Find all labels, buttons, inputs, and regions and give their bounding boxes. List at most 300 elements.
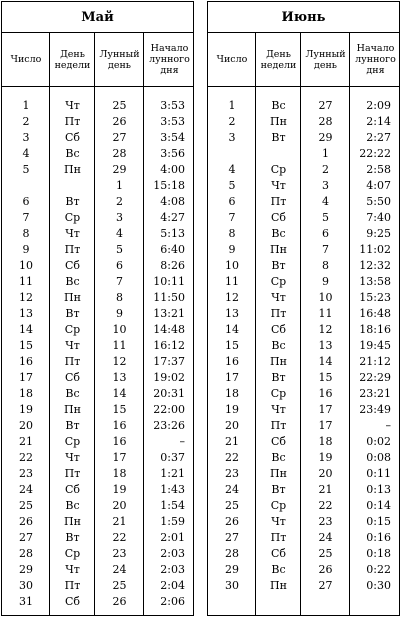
- cell-weekday: Чт: [271, 291, 286, 304]
- table-row: [208, 210, 399, 226]
- cell-start: 22:00: [153, 403, 185, 416]
- cell-weekday: Вс: [271, 227, 286, 240]
- cell-day: 26: [19, 515, 33, 528]
- cell-start: 2:04: [160, 579, 185, 592]
- cell-weekday: Сб: [64, 371, 81, 384]
- cell-day: 14: [225, 323, 239, 336]
- cell-weekday: Сб: [270, 323, 287, 336]
- cell-lunar-day: 29: [318, 131, 333, 144]
- table-row: [2, 418, 193, 434]
- header-weekday: День недели: [260, 48, 297, 71]
- cell-start: 22:22: [359, 147, 391, 160]
- cell-weekday: Чт: [271, 403, 286, 416]
- table-row: [208, 370, 399, 386]
- table-row: [208, 98, 399, 114]
- cell-lunar-day: 15: [112, 403, 127, 416]
- header-row: [208, 33, 399, 87]
- cell-day: 28: [225, 547, 239, 560]
- table-row: [2, 562, 193, 578]
- cell-start: 23:26: [153, 419, 185, 432]
- cell-day: 29: [19, 563, 33, 576]
- cell-start: 0:02: [366, 435, 391, 448]
- cell-lunar-day: 15: [318, 371, 333, 384]
- cell-weekday: Вс: [271, 339, 286, 352]
- table-row: [208, 562, 399, 578]
- cell-day: 16: [225, 355, 239, 368]
- cell-weekday: Пн: [270, 355, 287, 368]
- table-row: [208, 482, 399, 498]
- table-row: [208, 354, 399, 370]
- cell-weekday: Ср: [64, 211, 81, 224]
- cell-start: 0:37: [160, 451, 185, 464]
- cell-weekday: Пт: [270, 195, 287, 208]
- header-start: Начало лунного дня: [149, 43, 190, 76]
- cell-day: 9: [22, 243, 30, 256]
- cell-day: 4: [228, 163, 236, 176]
- cell-start: 0:18: [366, 547, 391, 560]
- cell-lunar-day: 14: [318, 355, 333, 368]
- cell-weekday: Сб: [64, 595, 81, 608]
- cell-start: 5:50: [366, 195, 391, 208]
- cell-weekday: [256, 146, 301, 162]
- cell-lunar-day: 27: [112, 131, 127, 144]
- cell-start: 13:21: [153, 307, 185, 320]
- header-day: Число: [10, 54, 42, 65]
- cell-start: 16:48: [359, 307, 391, 320]
- cell-weekday: Чт: [65, 563, 80, 576]
- cell-day: 8: [228, 227, 236, 240]
- cell-lunar-day: 9: [322, 275, 329, 288]
- table-row: [208, 514, 399, 530]
- cell-weekday: Вс: [65, 387, 80, 400]
- cell-weekday: Вс: [65, 499, 80, 512]
- table-row: [2, 210, 193, 226]
- table-row: [2, 466, 193, 482]
- table-row: [208, 274, 399, 290]
- table-row: [2, 226, 193, 242]
- table-row: [208, 258, 399, 274]
- cell-lunar-day: 16: [318, 387, 333, 400]
- cell-start: 3:54: [160, 131, 185, 144]
- table-row: [2, 274, 193, 290]
- cell-lunar-day: 2: [116, 195, 123, 208]
- table-row: [2, 402, 193, 418]
- cell-start: 14:48: [153, 323, 185, 336]
- cell-weekday: Ср: [270, 275, 287, 288]
- cell-start: 8:26: [160, 259, 185, 272]
- cell-start: 6:40: [160, 243, 185, 256]
- table-row: [208, 402, 399, 418]
- cell-start: 0:16: [366, 531, 391, 544]
- cell-day: 17: [225, 371, 239, 384]
- cell-day: 29: [225, 563, 239, 576]
- cell-weekday: Вт: [271, 131, 286, 144]
- cell-day: 10: [19, 259, 33, 272]
- cell-start: 0:22: [366, 563, 391, 576]
- cell-start: 22:29: [359, 371, 391, 384]
- cell-start: 1:21: [160, 467, 185, 480]
- cell-start: 1:54: [160, 499, 185, 512]
- cell-start: 0:15: [366, 515, 391, 528]
- june-table: [207, 1, 400, 616]
- cell-start: 2:06: [160, 595, 185, 608]
- table-row: [2, 530, 193, 546]
- table-row: [2, 354, 193, 370]
- cell-start: 2:03: [160, 563, 185, 576]
- cell-lunar-day: 21: [318, 483, 333, 496]
- cell-lunar-day: 18: [318, 435, 333, 448]
- table-title: Июнь: [208, 2, 399, 33]
- cell-day: 11: [225, 275, 239, 288]
- cell-lunar-day: 7: [116, 275, 123, 288]
- table-row: [2, 178, 193, 194]
- cell-start: 4:27: [160, 211, 185, 224]
- cell-day: 2: [22, 115, 30, 128]
- cell-lunar-day: 12: [112, 355, 127, 368]
- cell-lunar-day: 22: [112, 531, 127, 544]
- cell-day: 24: [225, 483, 239, 496]
- table-row: [2, 434, 193, 450]
- table-row: [208, 466, 399, 482]
- cell-weekday: Вс: [271, 563, 286, 576]
- cell-start: 0:13: [366, 483, 391, 496]
- cell-day: 15: [225, 339, 239, 352]
- cell-lunar-day: 20: [112, 499, 127, 512]
- cell-day: 14: [19, 323, 33, 336]
- table-row: [2, 194, 193, 210]
- cell-lunar-day: 7: [322, 243, 329, 256]
- cell-weekday: Вс: [271, 99, 286, 112]
- cell-lunar-day: 13: [318, 339, 333, 352]
- cell-weekday: Пт: [270, 307, 287, 320]
- cell-lunar-day: 22: [318, 499, 333, 512]
- table-row: [2, 338, 193, 354]
- table-row: [208, 338, 399, 354]
- table-row: [208, 434, 399, 450]
- table-row: [208, 578, 399, 594]
- cell-start: 7:40: [366, 211, 391, 224]
- cell-start: 3:53: [160, 115, 185, 128]
- cell-start: 20:31: [153, 387, 185, 400]
- header-start: Начало лунного дня: [355, 43, 396, 76]
- table-row: [2, 242, 193, 258]
- cell-start: –: [385, 419, 391, 432]
- may-table: [1, 1, 194, 616]
- cell-day: 5: [228, 179, 236, 192]
- table-row: [208, 194, 399, 210]
- cell-weekday: Ср: [64, 435, 81, 448]
- cell-day: 31: [19, 595, 33, 608]
- cell-weekday: Пт: [270, 419, 287, 432]
- cell-lunar-day: 3: [322, 179, 329, 192]
- cell-lunar-day: 2: [322, 163, 329, 176]
- cell-weekday: Пт: [64, 579, 81, 592]
- cell-lunar-day: 28: [112, 147, 127, 160]
- cell-day: 25: [19, 499, 33, 512]
- cell-start: 4:07: [366, 179, 391, 192]
- table-row: [208, 306, 399, 322]
- cell-start: 9:25: [366, 227, 391, 240]
- cell-weekday: Чт: [65, 451, 80, 464]
- cell-weekday: [50, 178, 95, 194]
- cell-weekday: Пт: [64, 467, 81, 480]
- cell-day: 6: [228, 195, 236, 208]
- cell-day: 9: [228, 243, 236, 256]
- cell-weekday: Вс: [271, 451, 286, 464]
- cell-lunar-day: 4: [322, 195, 329, 208]
- cell-day: 23: [19, 467, 33, 480]
- cell-start: 11:02: [359, 243, 391, 256]
- cell-start: 2:27: [366, 131, 391, 144]
- cell-weekday: Ср: [270, 499, 287, 512]
- cell-lunar-day: 21: [112, 515, 127, 528]
- table-row: [208, 130, 399, 146]
- cell-weekday: Чт: [271, 179, 286, 192]
- cell-lunar-day: 6: [116, 259, 123, 272]
- cell-day: 21: [19, 435, 33, 448]
- cell-day: 15: [19, 339, 33, 352]
- cell-start: 17:37: [153, 355, 185, 368]
- header-row: [2, 33, 193, 87]
- header-lunar-day: Лунный день: [99, 48, 140, 71]
- table-row: [208, 498, 399, 514]
- cell-start: 2:09: [366, 99, 391, 112]
- table-row: [2, 514, 193, 530]
- table-row: [2, 450, 193, 466]
- cell-start: 4:00: [160, 163, 185, 176]
- cell-start: 18:16: [359, 323, 391, 336]
- cell-day: 30: [19, 579, 33, 592]
- cell-day: 13: [19, 307, 33, 320]
- table-row: [2, 290, 193, 306]
- cell-day: 20: [19, 419, 33, 432]
- cell-lunar-day: 25: [112, 579, 127, 592]
- cell-weekday: Сб: [270, 211, 287, 224]
- cell-weekday: Ср: [270, 163, 287, 176]
- cell-lunar-day: 17: [318, 403, 333, 416]
- cell-start: 0:30: [366, 579, 391, 592]
- cell-lunar-day: 5: [322, 211, 329, 224]
- cell-day: 28: [19, 547, 33, 560]
- cell-weekday: Вт: [65, 307, 80, 320]
- cell-lunar-day: 1: [116, 179, 123, 192]
- cell-day: 7: [22, 211, 30, 224]
- cell-lunar-day: 13: [112, 371, 127, 384]
- cell-day: 30: [225, 579, 239, 592]
- cell-weekday: Пн: [64, 515, 81, 528]
- cell-start: –: [179, 435, 185, 448]
- cell-start: 3:53: [160, 99, 185, 112]
- table-row: [208, 450, 399, 466]
- cell-lunar-day: 8: [322, 259, 329, 272]
- cell-weekday: Пт: [64, 355, 81, 368]
- cell-lunar-day: 1: [322, 147, 329, 160]
- cell-day: 13: [225, 307, 239, 320]
- table-row: [208, 226, 399, 242]
- cell-day: 24: [19, 483, 33, 496]
- cell-day: 12: [225, 291, 239, 304]
- cell-lunar-day: 28: [318, 115, 333, 128]
- table-row: [2, 130, 193, 146]
- cell-weekday: Ср: [64, 323, 81, 336]
- cell-weekday: Пн: [64, 163, 81, 176]
- cell-weekday: Вс: [65, 275, 80, 288]
- cell-weekday: Пн: [64, 403, 81, 416]
- cell-weekday: Чт: [65, 339, 80, 352]
- cell-weekday: Сб: [64, 131, 81, 144]
- table-row: [208, 530, 399, 546]
- cell-lunar-day: 23: [112, 547, 127, 560]
- cell-lunar-day: 27: [318, 99, 333, 112]
- cell-start: 2:14: [366, 115, 391, 128]
- table-row: [208, 418, 399, 434]
- cell-lunar-day: 17: [318, 419, 333, 432]
- cell-day: 22: [19, 451, 33, 464]
- cell-start: 15:23: [359, 291, 391, 304]
- table-row: [2, 370, 193, 386]
- cell-start: 19:45: [359, 339, 391, 352]
- cell-day: 19: [19, 403, 33, 416]
- table-row: [2, 546, 193, 562]
- header-lunar-day: Лунный день: [305, 48, 346, 71]
- cell-lunar-day: 6: [322, 227, 329, 240]
- cell-lunar-day: 5: [116, 243, 123, 256]
- cell-start: 0:08: [366, 451, 391, 464]
- cell-weekday: Пн: [270, 467, 287, 480]
- cell-lunar-day: 16: [112, 419, 127, 432]
- cell-weekday: Сб: [270, 435, 287, 448]
- cell-lunar-day: 25: [318, 547, 333, 560]
- table-row: [2, 482, 193, 498]
- table-row: [208, 178, 399, 194]
- cell-lunar-day: 10: [318, 291, 333, 304]
- cell-weekday: Вт: [271, 259, 286, 272]
- cell-lunar-day: 24: [318, 531, 333, 544]
- cell-start: 12:32: [359, 259, 391, 272]
- table-row: [208, 242, 399, 258]
- cell-day: 18: [19, 387, 33, 400]
- table-row: [208, 146, 399, 162]
- cell-start: 10:11: [153, 275, 185, 288]
- cell-weekday: Чт: [65, 227, 80, 240]
- cell-lunar-day: 20: [318, 467, 333, 480]
- cell-start: 0:11: [366, 467, 391, 480]
- cell-weekday: Вт: [65, 419, 80, 432]
- cell-lunar-day: 26: [112, 595, 127, 608]
- cell-weekday: Пн: [270, 115, 287, 128]
- cell-weekday: Вт: [271, 483, 286, 496]
- cell-weekday: Чт: [271, 515, 286, 528]
- cell-lunar-day: 8: [116, 291, 123, 304]
- cell-lunar-day: 14: [112, 387, 127, 400]
- cell-day: 19: [225, 403, 239, 416]
- cell-start: 5:13: [160, 227, 185, 240]
- cell-weekday: Пт: [64, 115, 81, 128]
- cell-lunar-day: 11: [112, 339, 127, 352]
- cell-lunar-day: 3: [116, 211, 123, 224]
- cell-weekday: Сб: [64, 483, 81, 496]
- cell-lunar-day: 26: [318, 563, 333, 576]
- cell-day: 4: [22, 147, 30, 160]
- cell-day: 27: [225, 531, 239, 544]
- table-row: [2, 386, 193, 402]
- cell-weekday: Пн: [64, 291, 81, 304]
- header-day: Число: [216, 54, 248, 65]
- cell-start: 1:59: [160, 515, 185, 528]
- cell-weekday: Вт: [65, 195, 80, 208]
- table-row: [2, 498, 193, 514]
- cell-weekday: Вт: [271, 371, 286, 384]
- cell-day: 25: [225, 499, 239, 512]
- table-row: [2, 594, 193, 610]
- cell-start: 16:12: [153, 339, 185, 352]
- cell-day: [208, 146, 256, 162]
- table-row: [208, 322, 399, 338]
- table-row: [2, 322, 193, 338]
- cell-weekday: Пт: [270, 531, 287, 544]
- table-row: [2, 146, 193, 162]
- cell-start: 3:56: [160, 147, 185, 160]
- cell-weekday: Пн: [270, 243, 287, 256]
- cell-weekday: Ср: [270, 387, 287, 400]
- cell-day: 12: [19, 291, 33, 304]
- cell-lunar-day: 26: [112, 115, 127, 128]
- cell-day: 10: [225, 259, 239, 272]
- cell-day: 22: [225, 451, 239, 464]
- table-row: [2, 162, 193, 178]
- cell-weekday: Ср: [64, 547, 81, 560]
- header-weekday: День недели: [54, 48, 91, 71]
- table-row: [208, 386, 399, 402]
- cell-lunar-day: 25: [112, 99, 127, 112]
- cell-start: 19:02: [153, 371, 185, 384]
- cell-day: 20: [225, 419, 239, 432]
- cell-weekday: Чт: [65, 99, 80, 112]
- cell-lunar-day: 29: [112, 163, 127, 176]
- table-row: [2, 258, 193, 274]
- cell-lunar-day: 4: [116, 227, 123, 240]
- cell-day: 6: [22, 195, 30, 208]
- cell-day: 3: [22, 131, 30, 144]
- cell-start: 2:01: [160, 531, 185, 544]
- cell-weekday: Вс: [65, 147, 80, 160]
- cell-lunar-day: 27: [318, 579, 333, 592]
- cell-day: 27: [19, 531, 33, 544]
- table-row: [208, 162, 399, 178]
- cell-start: 11:50: [153, 291, 185, 304]
- cell-lunar-day: 18: [112, 467, 127, 480]
- cell-day: 23: [225, 467, 239, 480]
- cell-day: 18: [225, 387, 239, 400]
- cell-start: 1:43: [160, 483, 185, 496]
- cell-start: 15:18: [153, 179, 185, 192]
- cell-lunar-day: 10: [112, 323, 127, 336]
- cell-start: 2:03: [160, 547, 185, 560]
- cell-weekday: Пт: [64, 243, 81, 256]
- cell-day: 7: [228, 211, 236, 224]
- cell-day: 26: [225, 515, 239, 528]
- cell-lunar-day: 16: [112, 435, 127, 448]
- cell-day: 11: [19, 275, 33, 288]
- cell-day: 16: [19, 355, 33, 368]
- cell-weekday: Сб: [270, 547, 287, 560]
- table-row: [2, 578, 193, 594]
- cell-day: 21: [225, 435, 239, 448]
- cell-lunar-day: 11: [318, 307, 333, 320]
- cell-lunar-day: 9: [116, 307, 123, 320]
- cell-day: 2: [228, 115, 236, 128]
- cell-lunar-day: 12: [318, 323, 333, 336]
